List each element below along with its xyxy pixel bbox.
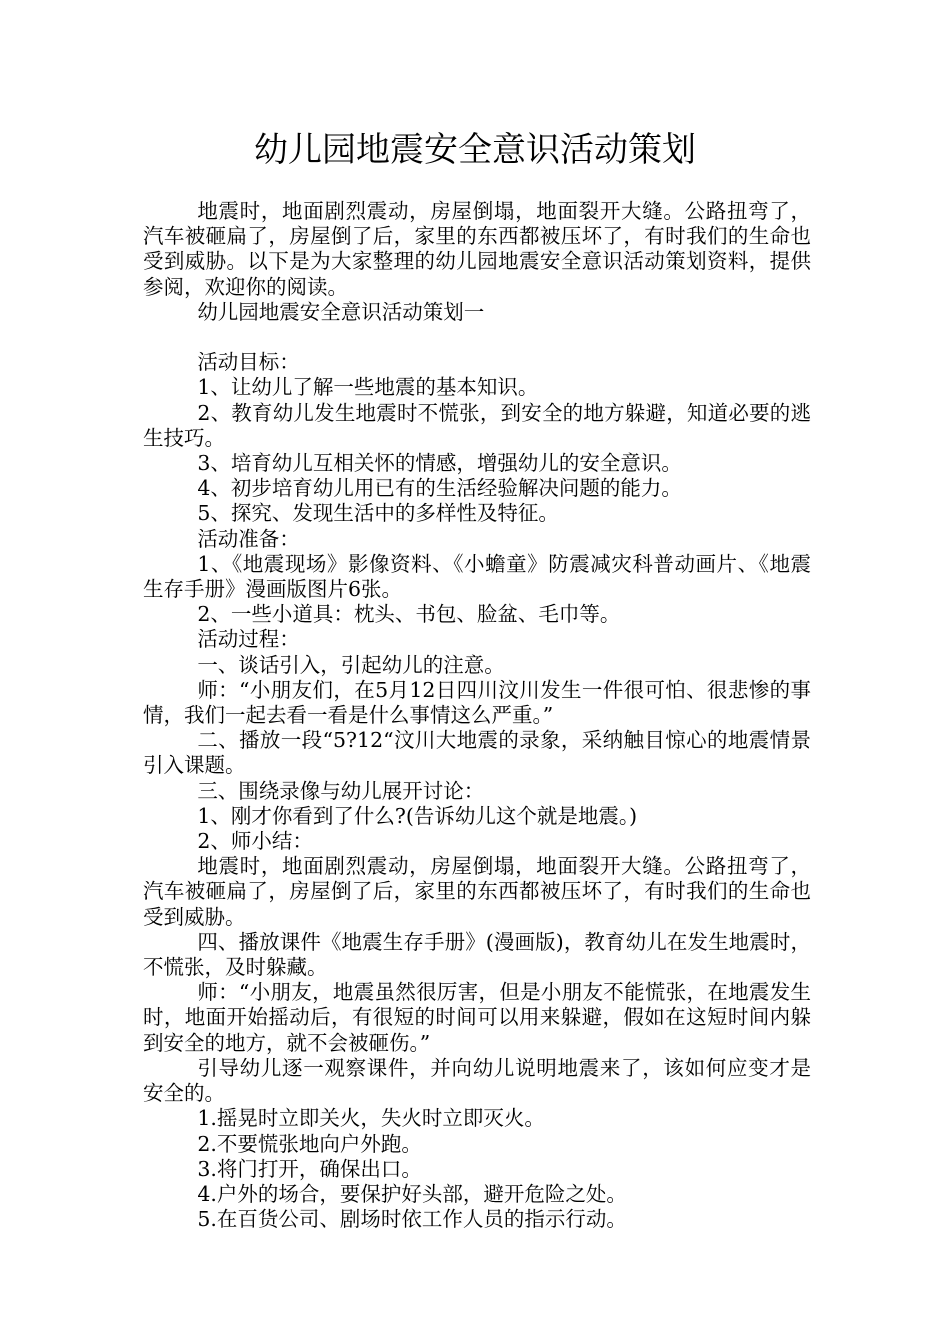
blank-line [143, 325, 811, 350]
section-heading: 幼儿园地震安全意识活动策划一 [197, 299, 485, 324]
summary-paragraph: 地震时，地面剧烈震动，房屋倒塌，地面裂开大缝。公路扭弯了，汽车被砸扁了，房屋倒了后，家里的东西都被压坏了，有时我们的生命也受到威胁。 [143, 854, 811, 929]
preparation-item: 2、一些小道具：枕头、书包、脸盆、毛巾等。 [197, 602, 621, 627]
process-step: 四、播放课件《地震生存手册》(漫画版)，教育幼儿在发生地震时，不慌张，及时躲藏。 [143, 929, 811, 980]
goal-item: 2、教育幼儿发生地震时不慌张，到安全的地方躲避，知道必要的逃生技巧。 [143, 400, 811, 450]
process-step: 三、围绕录像与幼儿展开讨论： [197, 778, 485, 803]
discussion-item: 2、师小结： [197, 829, 313, 854]
document-title: 幼儿园地震安全意识活动策划 [254, 130, 696, 170]
document-body [143, 199, 811, 1232]
goal-item: 4、初步培育幼儿用已有的生活经验解决问题的能力。 [197, 476, 682, 501]
process-step: 一、谈话引入，引起幼儿的注意。 [197, 652, 505, 677]
goal-item: 1、让幼儿了解一些地震的基本知识。 [197, 375, 539, 400]
goal-item: 5、探究、发现生活中的多样性及特征。 [197, 501, 559, 526]
process-heading: 活动过程： [197, 627, 300, 652]
discussion-item: 1、刚才你看到了什么?(告诉幼儿这个就是地震。) [197, 803, 638, 828]
goals-heading: 活动目标： [197, 350, 300, 375]
guidance-paragraph: 引导幼儿逐一观察课件，并向幼儿说明地震来了，该如何应变才是安全的。 [143, 1055, 811, 1106]
process-step: 二、播放一段“5?12“汶川大地震的录象，采纳触目惊心的地震情景引入课题。 [143, 728, 811, 778]
preparation-heading: 活动准备： [197, 526, 300, 551]
safety-tip: 4.户外的场合，要保护好头部，避开危险之处。 [197, 1181, 627, 1206]
teacher-quote: 师：“小朋友们，在5月12日四川汶川发生一件很可怕、很悲惨的事情，我们一起去看一看是什么事情这么严重。” [143, 677, 811, 728]
safety-tip: 5.在百货公司、剧场时依工作人员的指示行动。 [197, 1207, 627, 1232]
safety-tip: 3.将门打开，确保出口。 [197, 1156, 422, 1181]
safety-tip: 2.不要慌张地向户外跑。 [197, 1131, 422, 1156]
preparation-item: 1、《地震现场》影像资料、《小蟾童》防震减灾科普动画片、《地震生存手册》漫画版图片6张。 [143, 551, 811, 602]
goal-item: 3、培育幼儿互相关怀的情感，增强幼儿的安全意识。 [197, 451, 682, 476]
teacher-quote: 师：“小朋友，地震虽然很厉害，但是小朋友不能慌张，在地震发生时，地面开始摇动后，有很短的时间可以用来躲避，假如在这短时间内躲到安全的地方，就不会被砸伤。” [143, 980, 811, 1055]
intro-paragraph: 地震时，地面剧烈震动，房屋倒塌，地面裂开大缝。公路扭弯了，汽车被砸扁了，房屋倒了后，家里的东西都被压坏了，有时我们的生命也受到威胁。以下是为大家整理的幼儿园地震安全意识活动策划资料，提供参阅，欢迎你的阅读。 [143, 199, 811, 299]
safety-tip: 1.摇晃时立即关火，失火时立即灭火。 [197, 1106, 545, 1131]
